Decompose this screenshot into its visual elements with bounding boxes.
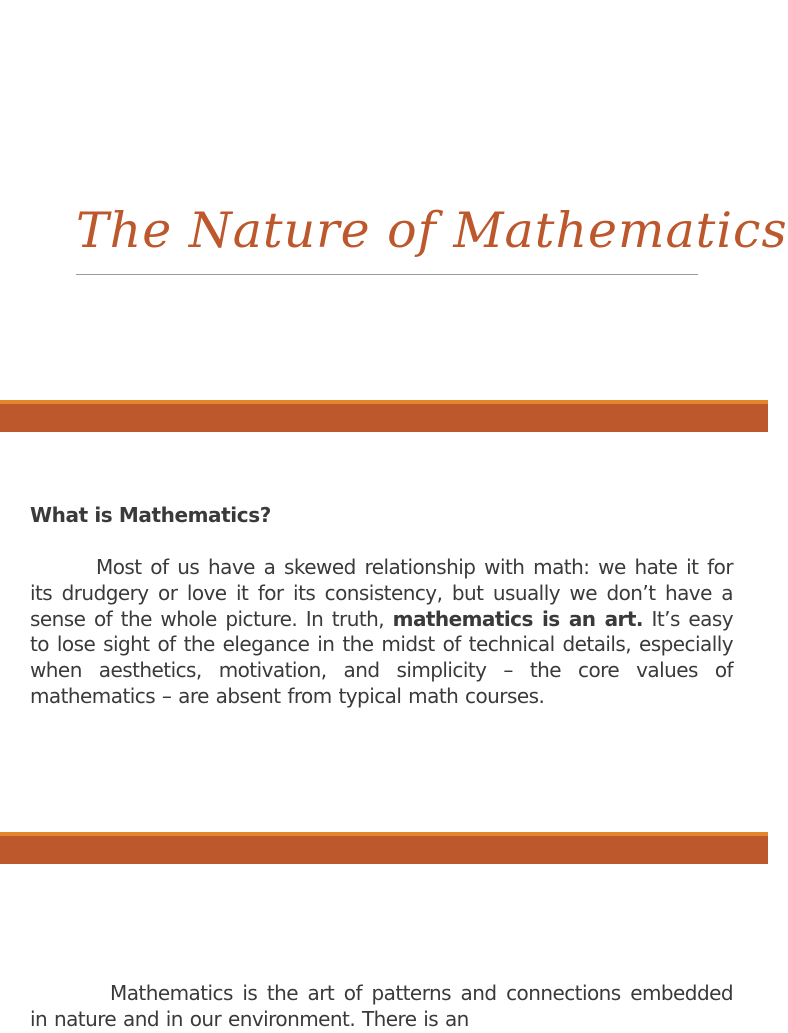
paragraph-1-emphasis: mathematics is an art. (392, 606, 643, 631)
slide-title: The Nature of Mathematics (76, 202, 788, 259)
body-paragraph-1 (30, 555, 733, 710)
paragraph-1-rest: It’s easy to lose sight of the elegance in the midst of technical details, especially when aesthetics, motivation, and simplicity – the core values of mathematics – are absent from typical math courses. (30, 606, 733, 708)
body-paragraph-2: Mathematics is the art of patterns and connections embedded in nature and in our environment. There is an (30, 981, 733, 1031)
accent-band-bottom (0, 832, 768, 864)
section-heading: What is Mathematics? (30, 503, 271, 527)
paragraph-1-lead: Most of us have a skewed relationship with math: we hate it for its drudgery or love it for its consistency, but usually we don’t have a sense of the whole picture. In truth, (30, 555, 733, 631)
title-divider (76, 274, 698, 275)
accent-band-top (0, 400, 768, 432)
